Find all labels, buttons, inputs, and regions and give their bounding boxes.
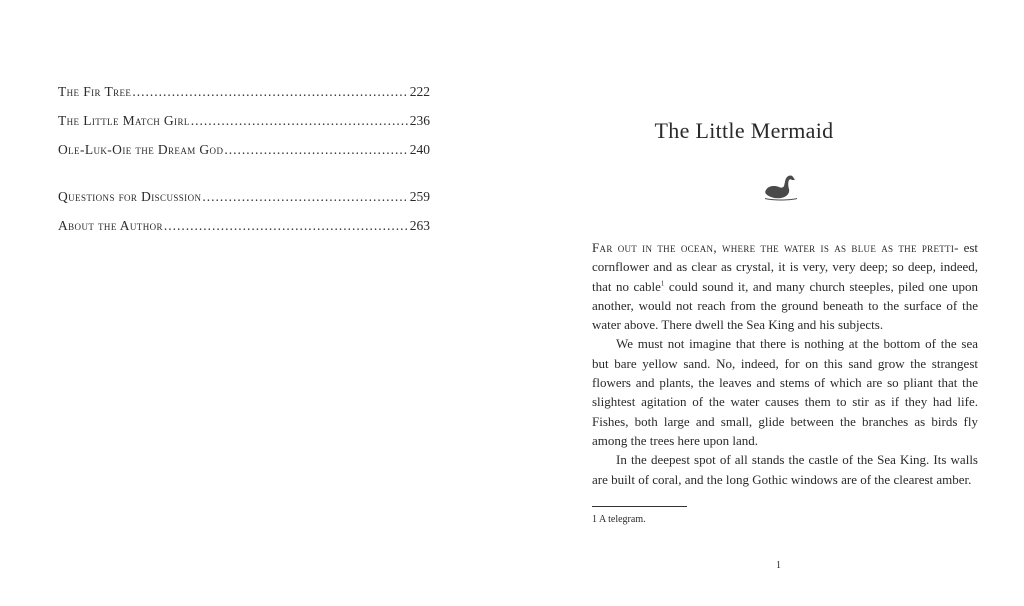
paragraph: We must not imagine that there is nothing at the bottom of the sea but bare yellow sand. No, indeed, for on this sand grow the strangest flowers and plants, the leaves and stems of which are so pliant that the slightest agitation of the water causes them to stir as if they had life. Fishes, both large and small, glide between the branches as birds fly among the trees here upon land. — [592, 336, 978, 448]
toc-leader-dots — [191, 113, 409, 129]
swan-icon — [762, 172, 800, 202]
toc-entry-title: Questions for Discussion — [58, 189, 202, 204]
toc-entry-page: 236 — [409, 113, 430, 128]
toc-leader-dots — [224, 142, 408, 158]
paragraph — [592, 238, 978, 334]
opening-small-caps: Far out in the ocean, where the water is as blue as the pretti- — [592, 240, 959, 255]
toc-entry-page: 222 — [409, 84, 430, 99]
footnote-rule — [592, 506, 687, 507]
paragraph-text: est cornflower and as clear as crystal, it is very, very deep; so deep, indeed, that no cable — [592, 240, 979, 294]
paragraph: In the deepest spot of all stands the castle of the Sea King. Its walls are built of coral, and the long Gothic windows are of the clearest amber. — [592, 452, 978, 487]
toc-entry[interactable] — [58, 84, 430, 113]
toc-entry-page: 240 — [409, 142, 430, 157]
right-page — [512, 0, 1024, 606]
toc-leader-dots — [164, 218, 409, 234]
toc-entry[interactable] — [58, 142, 430, 171]
toc-entry[interactable] — [58, 113, 430, 142]
toc-entry-page: 259 — [409, 189, 430, 204]
table-of-contents — [58, 84, 430, 247]
chapter-body — [592, 238, 978, 489]
toc-entry-title: About the Author — [58, 218, 163, 233]
chapter-title: The Little Mermaid — [654, 118, 834, 143]
toc-entry[interactable] — [58, 218, 430, 247]
toc-entry-page: 263 — [409, 218, 430, 233]
toc-entry-title: The Fir Tree — [58, 84, 132, 99]
toc-entry[interactable] — [58, 189, 430, 218]
toc-leader-dots — [202, 189, 408, 205]
toc-entry-title: The Little Match Girl — [58, 113, 190, 128]
footnote-marker[interactable]: 1 — [660, 279, 665, 288]
toc-leader-dots — [132, 84, 408, 100]
paragraph-text: could sound it, and many church steeples, piled one upon another, would not reach from the ground beneath to the surface of the water above. There dwell the Sea King and his subjects. — [592, 278, 978, 333]
toc-entry-title: Ole-Luk-Oie the Dream God — [58, 142, 224, 157]
toc-group-gap — [58, 171, 430, 189]
footnote: 1 A telegram. — [592, 514, 646, 525]
page-number: 1 — [776, 560, 781, 571]
